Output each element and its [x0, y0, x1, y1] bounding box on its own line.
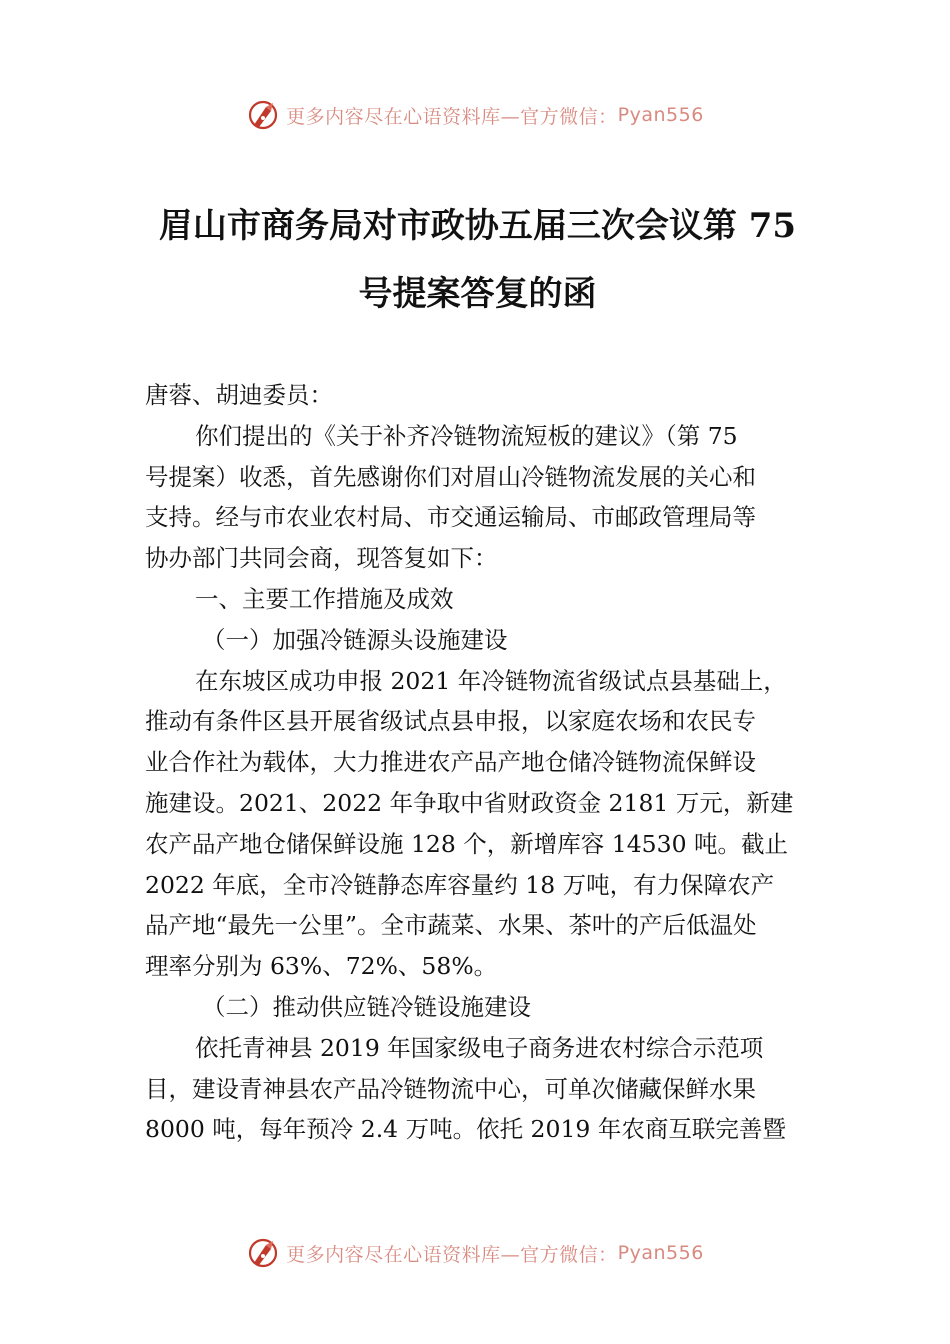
- body-line: 目，建设青神县农产品冷链物流中心，可单次储藏保鲜水果: [145, 1074, 756, 1103]
- body-line: 号提案）收悉，首先感谢你们对眉山冷链物流发展的关心和: [145, 462, 756, 491]
- salutation: 唐蓉、胡迪委员：: [145, 381, 333, 409]
- body-line: 在东坡区成功申报 2021 年冷链物流省级试点县基础上，: [195, 666, 787, 695]
- body-line: 理率分别为 63%、72%、58%。: [145, 952, 498, 981]
- body-line: 品产地“最先一公里”。全市蔬菜、水果、茶叶的产后低温处: [145, 911, 757, 940]
- watermark-wechat-id: Pyan556: [617, 104, 704, 126]
- body-line: 业合作社为载体，大力推进农产品产地仓储冷链物流保鲜设: [145, 748, 756, 777]
- watermark-header: [0, 95, 950, 135]
- title-line-2: 号提案答复的函: [358, 274, 597, 314]
- body-line: 农产品产地仓储保鲜设施 128 个，新增库容 14530 吨。截止: [145, 829, 788, 858]
- body-line: 施建设。2021、2022 年争取中省财政资金 2181 万元，新建: [145, 788, 794, 817]
- body-line: 你们提出的《关于补齐冷链物流短板的建议》（第 75: [195, 421, 738, 450]
- document-body: [145, 375, 810, 1150]
- body-line: 8000 吨，每年预冷 2.4 万吨。依托 2019 年农商互联完善暨: [145, 1115, 786, 1144]
- subsection-heading: （一）加强冷链源头设施建设: [202, 625, 508, 654]
- body-line: 2022 年底，全市冷链静态库容量约 18 万吨，有力保障农产: [145, 870, 775, 899]
- subsection-heading: （二）推动供应链冷链设施建设: [202, 992, 531, 1021]
- body-line: 依托青神县 2019 年国家级电子商务进农村综合示范项: [195, 1033, 764, 1062]
- watermark-footer: [0, 1233, 950, 1273]
- document-title: [145, 192, 810, 328]
- body-line: 协办部门共同会商，现答复如下：: [145, 544, 498, 573]
- section-heading: 一、主要工作措施及成效: [195, 584, 454, 613]
- pen-nib-logo-icon: [246, 98, 280, 132]
- watermark-text: 更多内容尽在心语资料库—官方微信：: [286, 1243, 618, 1266]
- watermark-text: 更多内容尽在心语资料库—官方微信：: [286, 105, 618, 128]
- pen-nib-logo-icon: [246, 1236, 280, 1270]
- watermark-wechat-id: Pyan556: [617, 1242, 704, 1264]
- body-line: 支持。经与市农业农村局、市交通运输局、市邮政管理局等: [145, 503, 756, 532]
- title-line-1: 眉山市商务局对市政协五届三次会议第 75: [158, 206, 797, 246]
- body-line: 推动有条件区县开展省级试点县申报，以家庭农场和农民专: [145, 707, 756, 736]
